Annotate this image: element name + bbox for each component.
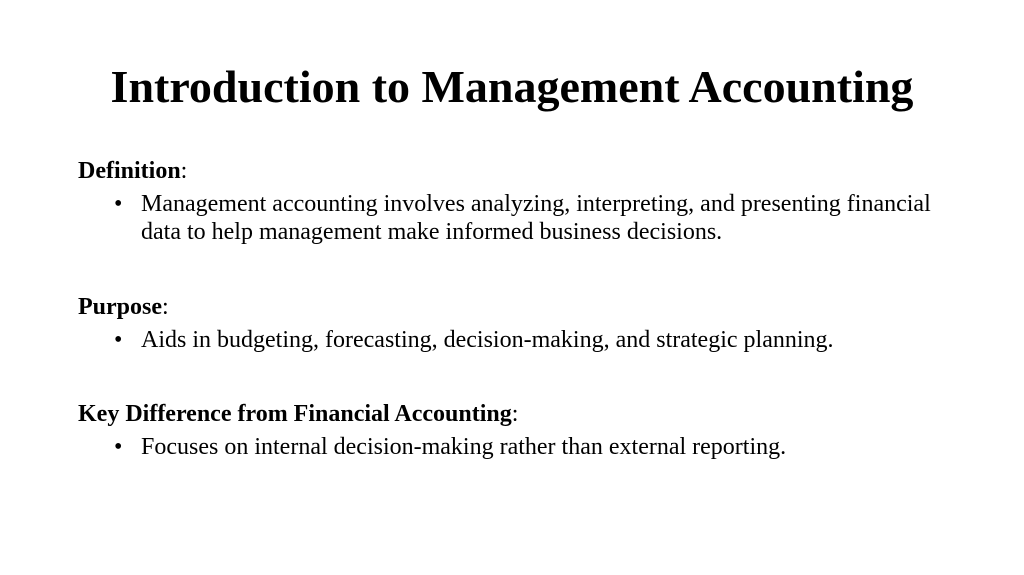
section-heading-text: Purpose: [78, 294, 162, 320]
section-heading: [78, 157, 958, 185]
slide-title: Introduction to Management Accounting: [110, 61, 914, 112]
bullet-text: Aids in budgeting, forecasting, decision-making, and strategic planning.: [141, 327, 834, 353]
bullet-item: [78, 190, 958, 246]
section-purpose: [78, 293, 958, 354]
section-heading: [78, 293, 958, 321]
heading-colon: :: [511, 401, 519, 427]
bullet-item: [78, 326, 958, 354]
bullet-text: Management accounting involves analyzing, interpreting, and presenting financial data to help management make informed business decisions.: [141, 191, 931, 245]
bullet-icon: •: [114, 191, 123, 217]
section-heading: [78, 400, 958, 428]
bullet-icon: •: [114, 434, 123, 460]
bullet-icon: •: [114, 327, 123, 353]
section-key-difference: [78, 400, 958, 461]
section-heading-text: Definition: [78, 158, 181, 184]
section-heading-text: Key Difference from Financial Accounting: [78, 401, 512, 427]
bullet-text: Focuses on internal decision-making rather than external reporting.: [141, 434, 787, 460]
heading-colon: :: [180, 158, 188, 184]
section-definition: [78, 157, 958, 246]
bullet-item: [78, 433, 958, 461]
heading-colon: :: [162, 294, 169, 320]
